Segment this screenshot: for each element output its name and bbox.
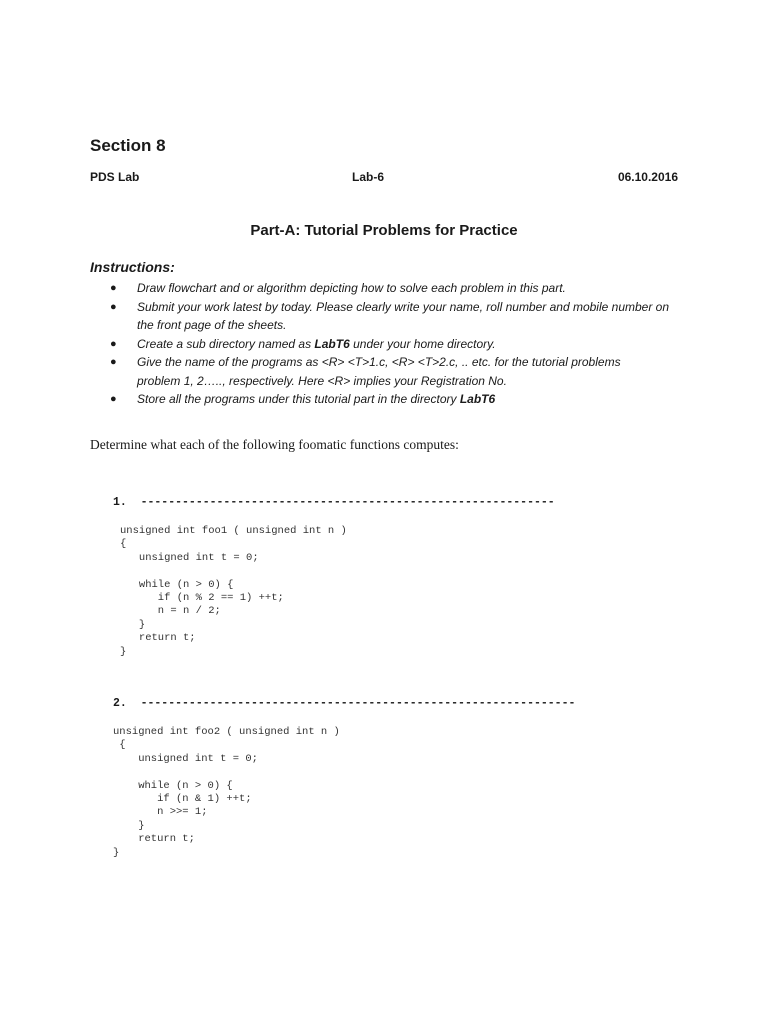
instruction-text: Create a sub directory named as — [137, 336, 315, 351]
instruction-text: Give the name of the programs as <R> <T>1.c, <R> <T>2.c, .. etc. for the tutorial problems — [137, 355, 621, 369]
lab-number: Lab-6 — [352, 170, 385, 184]
instruction-item — [90, 390, 680, 409]
directory-name: LabT6 — [459, 392, 496, 406]
instructions-heading: Instructions: — [90, 259, 175, 275]
instruction-item — [90, 353, 680, 390]
instruction-text: Draw flowchart and or algorithm depicting how to solve each problem in this part. — [137, 281, 566, 295]
bullet-icon: ● — [110, 337, 117, 350]
bullet-icon: ● — [110, 282, 117, 294]
part-title: Part-A: Tutorial Problems for Practice — [250, 222, 518, 239]
instruction-text: problem 1, 2….., respectively. Here <R> implies your Registration No. — [137, 373, 507, 388]
bullet-icon: ● — [110, 393, 117, 405]
lab-date: 06.10.2016 — [617, 170, 678, 184]
section-title: Section 8 — [90, 136, 166, 155]
directory-name: LabT6 — [314, 336, 350, 351]
course-name: PDS Lab — [90, 170, 140, 184]
instructions-list — [90, 279, 680, 409]
instruction-item — [90, 298, 680, 335]
instruction-item — [90, 335, 680, 354]
problem-1-heading: 1. ------------------------------------------------------------ — [113, 496, 555, 509]
problem-1-code: unsigned int foo1 ( unsigned int n ) { unsigned int t = 0; while (n > 0) { if (n % 2 == 1) ++t; n = n / 2; } return t; } — [120, 525, 347, 658]
bullet-icon: ● — [110, 300, 117, 313]
question-text: Determine what each of the following foomatic functions computes: — [90, 437, 459, 452]
bullet-icon: ● — [110, 356, 117, 368]
instruction-text: under your home directory. — [349, 336, 496, 351]
problem-2-heading: 2. --------------------------------------------------------------- — [113, 697, 576, 710]
instruction-item — [90, 279, 680, 298]
instruction-text: Store all the programs under this tutorial part in the directory — [137, 392, 460, 406]
problem-2-code: unsigned int foo2 ( unsigned int n ) { unsigned int t = 0; while (n > 0) { if (n & 1) ++t; n >>= 1; } return t; } — [113, 726, 340, 859]
instruction-text: Submit your work latest by today. Please clearly write your name, roll number and mobile number on the front page of the sheets. — [137, 299, 670, 332]
header-row — [90, 170, 678, 186]
